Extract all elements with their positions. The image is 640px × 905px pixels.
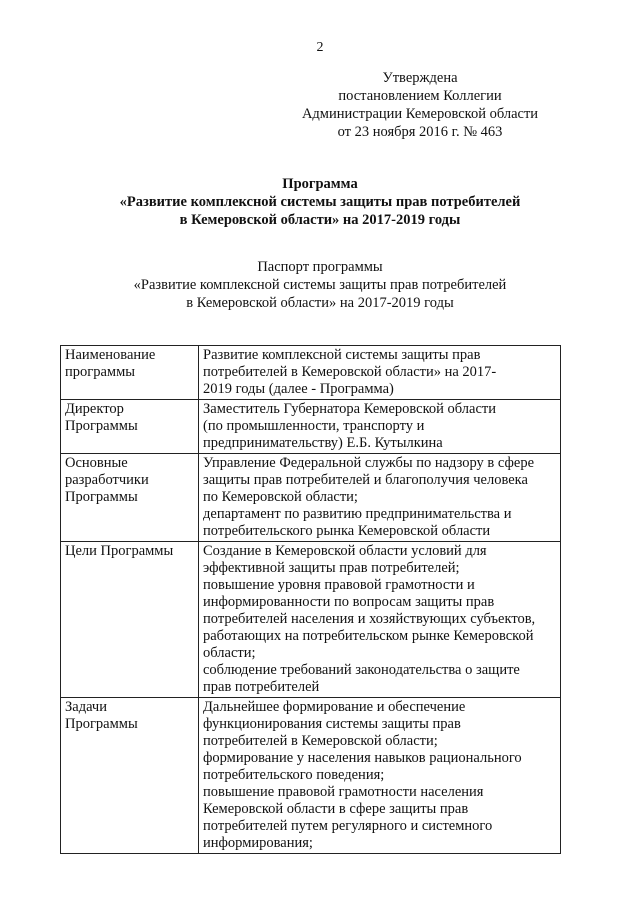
passport-title-line: «Развитие комплексной системы защиты прав потребителей <box>133 277 507 293</box>
passport-title <box>60 258 580 312</box>
row-content-line: повышение правовой грамотности населения <box>203 784 484 800</box>
approval-line: от 23 ноября 2016 г. № 463 <box>337 124 503 140</box>
row-content-line: (по промышленности, транспорту и <box>203 418 425 434</box>
passport-title-line: в Кемеровской области» на 2017-2019 годы <box>186 295 454 311</box>
row-content-line: Заместитель Губернатора Кемеровской области <box>203 401 497 417</box>
approval-line: Утверждена <box>382 70 458 86</box>
row-label-cell <box>61 400 199 454</box>
program-title-line: «Развитие комплексной системы защиты прав потребителей <box>119 194 521 210</box>
row-content-line: потребителей путем регулярного и системного <box>203 818 493 834</box>
row-label-line: Программы <box>65 418 138 434</box>
row-content-line: информированности по вопросам защиты прав <box>203 594 495 610</box>
row-label-line: Директор <box>65 401 124 417</box>
approval-stamp <box>300 69 540 141</box>
approval-line: постановлением Коллегии <box>338 88 502 104</box>
row-label-line: Цели Программы <box>65 543 174 559</box>
row-label-line: Программы <box>65 489 138 505</box>
row-content-line: формирование у населения навыков рационального <box>203 750 522 766</box>
passport-table-body <box>61 346 561 854</box>
program-title-line: Программа <box>282 176 358 192</box>
row-label-cell <box>61 346 199 400</box>
row-content-line: информирования; <box>203 835 313 851</box>
row-content-line: прав потребителей <box>203 679 320 695</box>
row-content-line: Развитие комплексной системы защиты прав <box>203 347 481 363</box>
row-content-line: предпринимательству) Е.Б. Кутылкина <box>203 435 443 451</box>
row-label-line: Задачи <box>65 699 107 715</box>
row-label-line: Основные <box>65 455 128 471</box>
row-content-line: потребителей населения и хозяйствующих субъектов, <box>203 611 536 627</box>
approval-line: Администрации Кемеровской области <box>301 106 539 122</box>
row-content-cell <box>199 400 561 454</box>
row-content-line: работающих на потребительском рынке Кемеровской <box>203 628 534 644</box>
row-content-cell <box>199 454 561 542</box>
row-content-line: функционирования системы защиты прав <box>203 716 461 732</box>
row-content-line: потребительского рынка Кемеровской области <box>203 523 491 539</box>
row-content-line: потребительского поведения; <box>203 767 385 783</box>
row-content-line: Управление Федеральной службы по надзору в сфере <box>203 455 535 471</box>
table-row <box>61 454 561 542</box>
program-title-line: в Кемеровской области» на 2017-2019 годы <box>179 212 461 228</box>
row-label-cell <box>61 454 199 542</box>
row-label-line: Программы <box>65 716 138 732</box>
program-title <box>60 175 580 229</box>
row-label-line: Наименование <box>65 347 156 363</box>
page-number: 2 <box>316 40 324 55</box>
row-content-line: области; <box>203 645 256 661</box>
row-label-cell <box>61 698 199 854</box>
row-content-line: эффективной защиты прав потребителей; <box>203 560 460 576</box>
table-row <box>61 400 561 454</box>
row-content-cell <box>199 346 561 400</box>
row-content-cell <box>199 698 561 854</box>
passport-title-line: Паспорт программы <box>257 259 383 275</box>
row-content-line: Дальнейшее формирование и обеспечение <box>203 699 466 715</box>
row-content-line: повышение уровня правовой грамотности и <box>203 577 475 593</box>
table-row <box>61 698 561 854</box>
row-content-cell <box>199 542 561 698</box>
passport-table <box>60 345 561 854</box>
row-label-line: программы <box>65 364 135 380</box>
row-content-line: потребителей в Кемеровской области; <box>203 733 438 749</box>
row-label-cell <box>61 542 199 698</box>
row-content-line: 2019 годы (далее - Программа) <box>203 381 394 397</box>
row-label-line: разработчики <box>65 472 149 488</box>
row-content-line: по Кемеровской области; <box>203 489 358 505</box>
row-content-line: департамент по развитию предпринимательства и <box>203 506 512 522</box>
row-content-line: потребителей в Кемеровской области» на 2017- <box>203 364 497 380</box>
row-content-line: Кемеровской области в сфере защиты прав <box>203 801 469 817</box>
table-row <box>61 542 561 698</box>
row-content-line: Создание в Кемеровской области условий для <box>203 543 487 559</box>
row-content-line: защиты прав потребителей и благополучия человека <box>203 472 528 488</box>
table-row <box>61 346 561 400</box>
row-content-line: соблюдение требований законодательства о защите <box>203 662 520 678</box>
